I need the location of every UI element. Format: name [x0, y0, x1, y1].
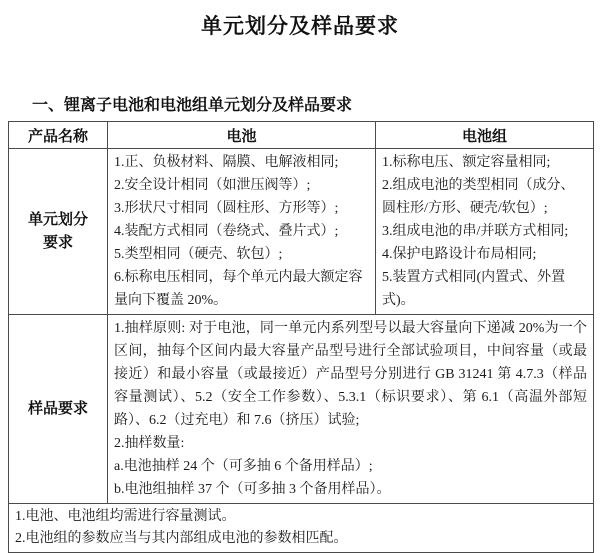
battery-pack-unit-criteria [376, 149, 594, 315]
battery-pack-sample-count: b.电池组抽样 37 个（可多抽 3 个备用样品）。 [114, 482, 391, 497]
battery-pack-criteria-item: 4.保护电路设计布局相同; [382, 247, 537, 262]
battery-pack-criteria-item: 2.组成电池的类型相同（成分、圆柱形/方形、硬壳/软包）; [382, 178, 575, 216]
battery-criteria-item: 2.安全设计相同（如泄压阀等）; [114, 178, 311, 193]
battery-sample-count: a.电池抽样 24 个（可多抽 6 个备用样品）; [114, 459, 373, 474]
battery-criteria-item: 6.标称电压相同，每个单元内最大额定容量向下覆盖 20%。 [114, 270, 363, 308]
battery-pack-criteria-item: 5.装置方式相同(内置式、外置式)。 [382, 270, 566, 308]
notes-row [9, 504, 594, 553]
battery-pack-criteria-item: 1.标称电压、额定容量相同; [382, 155, 551, 170]
sampling-principle: 1.抽样原则: 对于电池，同一单元内系列型号以最大容量向下递减 20%为一个区间，抽每个区间内最大容量产品型号进行全部试验项目，中间容量（或最接近）和最小容量（或最接近）产品型号分别进行 GB 31241 第 4.7.3（样品容量测试）、5.2（安全工作参数）、5.3.1（标识要求）、第 6.1（高温外部短路）、6.2（过充电）和 7.6（挤压）试验; [114, 321, 587, 428]
battery-unit-criteria [108, 149, 376, 315]
table-header-row [9, 122, 594, 149]
battery-criteria-item: 5.类型相同（硬壳、软包）; [114, 247, 283, 262]
unit-division-label [9, 149, 108, 315]
section-heading: 一、锂离子电池和电池组单元划分及样品要求 [32, 97, 353, 114]
battery-criteria-item: 1.正、负极材料、隔膜、电解液相同; [114, 155, 339, 170]
document-title: 单元划分及样品要求 [201, 14, 399, 38]
note-parameter-match: 2.电池组的参数应当与其内部组成电池的参数相匹配。 [15, 531, 348, 546]
sample-requirements-row [9, 315, 594, 504]
battery-pack-criteria-item: 3.组成电池的串/并联方式相同; [382, 224, 569, 239]
sample-requirements-label: 样品要求 [9, 315, 108, 504]
battery-criteria-item: 3.形状尺寸相同（圆柱形、方形等）; [114, 201, 339, 216]
unit-division-row [9, 149, 594, 315]
requirements-table [8, 121, 594, 553]
header-product-name: 产品名称 [9, 122, 108, 149]
note-capacity-test: 1.电池、电池组均需进行容量测试。 [15, 509, 236, 524]
unit-division-label-line2: 要求 [42, 234, 73, 251]
notes-cell [9, 504, 594, 553]
battery-criteria-item: 4.装配方式相同（卷绕式、叠片式）; [114, 224, 339, 239]
sampling-quantity-heading: 2.抽样数量: [114, 436, 185, 451]
sample-requirements-content [108, 315, 594, 504]
unit-division-label-line1: 单元划分 [27, 211, 88, 228]
header-battery-pack: 电池组 [376, 122, 594, 149]
header-battery: 电池 [108, 122, 376, 149]
